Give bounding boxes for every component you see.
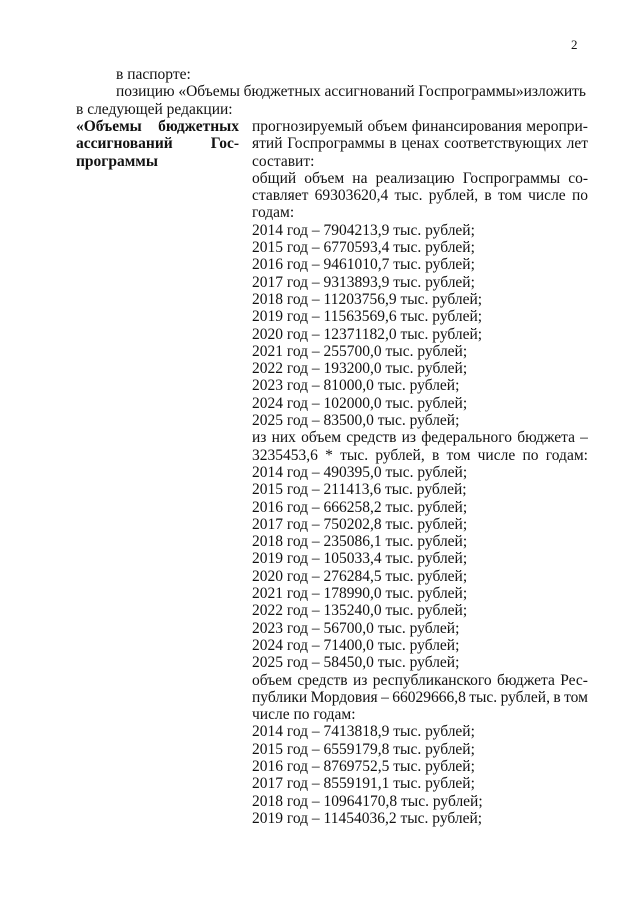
word: в [431,446,440,464]
republic-line-1 [252,672,588,689]
word: финансирования [411,118,522,135]
label-line-2 [76,135,239,152]
total-line-3: годам: [252,204,295,222]
word: том [497,187,522,205]
year-amount-line: 2018 год – 11203756,9 тыс. рублей; [252,290,483,308]
word: объем [304,169,345,187]
republic-line-3: числе по годам: [252,706,356,724]
year-amount-line: 2023 год – 56700,0 тыс. рублей; [252,619,460,637]
word: том [564,688,588,706]
word: – [580,429,588,447]
word: «Объемы [76,118,142,135]
word: рублей, [375,446,425,464]
label-line-1 [76,118,239,135]
year-amount-line: 2017 год – 9313893,9 тыс. рублей; [252,273,475,291]
word: рублей, [428,187,479,205]
year-amount-line: 2025 год – 83500,0 тыс. рублей; [252,412,460,430]
word: Госпрограммы [287,135,385,153]
year-amount-line: 2019 год – 105033,4 тыс. рублей; [252,550,468,568]
word: том [446,446,471,464]
word: бюджетных [158,118,239,135]
word: бюджета [517,429,575,447]
word: из [352,671,368,689]
word: по [522,446,539,464]
year-amount-line: 2022 год – 193200,0 тыс. рублей; [252,360,468,378]
federal-line-2 [252,447,588,464]
year-amount-line: 2021 год – 178990,0 тыс. рублей; [252,585,468,603]
word: ассигнований [324,83,415,101]
row-content [252,118,588,827]
word: реализацию [375,169,455,187]
word: лет [566,135,588,153]
word: на [352,169,368,187]
word: бюджетных [243,83,321,101]
word: числе [477,446,516,464]
total-line-2 [252,187,588,204]
word: Рес- [560,671,588,689]
federal-years-list [252,464,588,672]
word: * [325,446,333,464]
word: них [271,429,296,447]
year-amount-line: 2017 год – 750202,8 тыс. рублей; [252,515,468,533]
forecast-line-2 [252,135,588,152]
year-amount-line: 2025 год – 58450,0 тыс. рублей; [252,654,460,672]
word: из [252,429,267,447]
total-years-list [252,222,588,430]
word: числе [528,187,566,205]
word: объем [301,429,342,447]
year-amount-line: 2022 год – 135240,0 тыс. рублей; [252,602,468,620]
word: в [389,135,397,153]
year-amount-line: 2024 год – 71400,0 тыс. рублей; [252,636,460,654]
word: ценах [401,135,440,153]
year-amount-line: 2014 год – 7904213,9 тыс. рублей; [252,221,475,239]
year-amount-line: 2017 год – 8559191,1 тыс. рублей; [252,775,475,793]
year-amount-line: 2014 год – 7413818,9 тыс. рублей; [252,723,475,741]
word: в [553,688,561,706]
forecast-line-1 [252,118,588,135]
republic-years-list [252,723,588,827]
year-amount-line: 2019 год – 11563569,6 тыс. рублей; [252,308,483,326]
word: прогнозируемый [252,118,364,135]
word: «Объемы [178,83,240,101]
republic-line-2 [252,689,588,706]
label-line-3: программы [76,152,158,170]
federal-line-1 [252,429,588,446]
word: Гос- [210,135,239,153]
year-amount-line: 2014 год – 490395,0 тыс. рублей; [252,463,468,481]
word: рублей, [500,688,550,706]
intro-line-2 [76,83,586,100]
word: – [381,688,389,706]
year-amount-line: 2018 год – 10964170,8 тыс. рублей; [252,792,483,810]
word: ставляет [252,187,309,205]
word: по [571,187,588,205]
year-amount-line: 2016 год – 666258,2 тыс. рублей; [252,498,468,516]
intro-line-1: в паспорте: [116,66,191,83]
year-amount-line: 2016 год – 8769752,5 тыс. рублей; [252,757,475,775]
year-amount-line: 2021 год – 255700,0 тыс. рублей; [252,342,468,360]
year-amount-line: 2023 год – 81000,0 тыс. рублей; [252,377,460,395]
word: годам: [545,446,588,464]
year-amount-line: 2020 год – 276284,5 тыс. рублей; [252,567,468,585]
word: Госпрограммы [462,169,561,187]
word: республиканского [372,671,492,689]
word: средств [346,429,397,447]
year-amount-line: 2015 год – 211413,6 тыс. рублей; [252,481,467,499]
intro-text [76,66,586,118]
year-amount-line: 2024 год – 102000,0 тыс. рублей; [252,394,468,412]
word: ятий [252,135,283,153]
word: из [401,429,417,447]
word: соответствующих [444,135,562,153]
word: тыс. [469,688,498,706]
word: Мордовия [310,688,378,706]
row-label [76,118,239,170]
word: 66029666,8 [392,688,466,706]
year-amount-line: 2015 год – 6559179,8 тыс. рублей; [252,740,475,758]
word: со- [568,169,588,187]
word: объем [252,671,292,689]
year-amount-line: 2016 год – 9461010,7 тыс. рублей; [252,256,475,274]
word: бюджета [497,671,555,689]
word: тыс. [340,446,369,464]
page-number: 2 [571,37,578,52]
forecast-line-3: составит: [252,152,315,170]
word: в [484,187,492,205]
year-amount-line: 2018 год – 235086,1 тыс. рублей; [252,533,468,551]
total-line-1 [252,170,588,187]
word: меропри- [526,118,588,135]
word: объем [367,118,408,135]
word: общий [252,169,297,187]
word: ассигнований [76,135,173,153]
word: публики [252,688,308,706]
word: федерального [421,429,513,447]
year-amount-line: 2019 год – 11454036,2 тыс. рублей; [252,809,483,827]
word: 3235453,6 [252,446,318,464]
word: тыс. [394,187,423,205]
year-amount-line: 2015 год – 6770593,4 тыс. рублей; [252,239,475,257]
word: Госпрограммы»изложить [418,83,586,101]
year-amount-line: 2020 год – 12371182,0 тыс. рублей; [252,325,483,343]
word: 69303620,4 [314,187,389,205]
intro-line-3: в следующей редакции: [76,100,233,118]
word: позицию [116,83,175,101]
word: средств [297,671,348,689]
